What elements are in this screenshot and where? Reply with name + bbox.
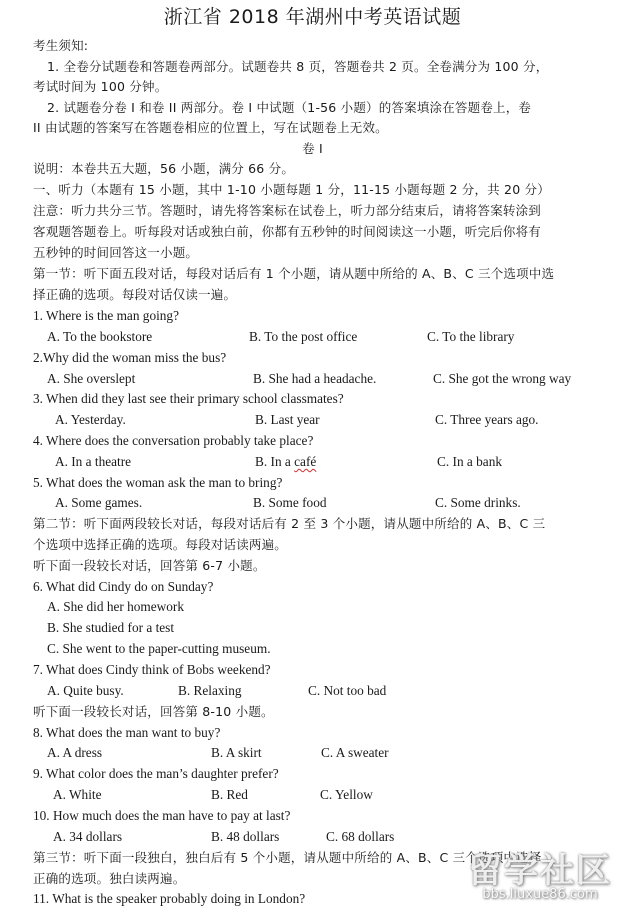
- part-2-dialog-1-intro: 听下面一段较长对话，回答第 6-7 小题。: [33, 558, 266, 573]
- question-4-option-c: C. In a bank: [437, 454, 502, 469]
- question-7-option-c: C. Not too bad: [308, 683, 387, 698]
- notice-item-2-line-2: II 由试题的答案写在答题卷相应的位置上，写在试题卷上无效。: [33, 120, 388, 135]
- watermark-url-text: bbs.liuxue86.com: [482, 887, 598, 902]
- question-7-option-b: B. Relaxing: [178, 683, 242, 698]
- notice-item-1-line-2: 考试时间为 100 分钟。: [33, 79, 168, 94]
- section-1-note-line-1: 注意：听力共分三节。答题时，请先将答案标在试卷上，听力部分结束后，请将答案转涂到: [33, 203, 542, 218]
- question-1-option-b: B. To the post office: [249, 329, 358, 344]
- question-2-stem: 2.Why did the woman miss the bus?: [33, 350, 227, 365]
- question-2-option-b: B. She had a headache.: [253, 371, 377, 386]
- question-5-stem: 5. What does the woman ask the man to bring?: [33, 475, 283, 490]
- question-8-option-a: A. A dress: [47, 745, 103, 760]
- part-2-dialog-2-intro: 听下面一段较长对话，回答第 8-10 小题。: [33, 704, 274, 719]
- question-1-option-c: C. To the library: [427, 329, 515, 344]
- section-1-heading: 一、听力（本题有 15 小题，其中 1-10 小题每题 1 分，11-15 小题每题 2 分，共 20 分）: [33, 182, 550, 197]
- question-3-option-c: C. Three years ago.: [435, 412, 539, 427]
- question-7-stem: 7. What does Cindy think of Bobs weekend?: [33, 662, 271, 677]
- question-1-stem: 1. Where is the man going?: [33, 308, 179, 323]
- section-1-note-line-3: 五秒钟的时间回答这一小题。: [33, 245, 199, 260]
- part-3-instruction-line-2: 正确的选项。独白读两遍。: [33, 871, 186, 886]
- document-title: 浙江省 2018 年湖州中考英语试题: [163, 6, 462, 28]
- question-11-stem: 11. What is the speaker probably doing in London?: [33, 891, 306, 906]
- question-8-option-c: C. A sweater: [321, 745, 389, 760]
- question-6-option-c: C. She went to the paper-cutting museum.: [47, 641, 271, 656]
- question-6-stem: 6. What did Cindy do on Sunday?: [33, 579, 214, 594]
- question-5-option-b: B. Some food: [253, 495, 327, 510]
- explanation: 说明：本卷共五大题，56 小题，满分 66 分。: [33, 161, 295, 176]
- question-9-stem: 9. What color does the man’s daughter prefer?: [33, 766, 279, 781]
- question-4-option-b: [255, 452, 316, 472]
- question-9-option-b: B. Red: [211, 787, 248, 802]
- question-8-option-b: B. A skirt: [211, 745, 262, 760]
- question-10-option-a: A. 34 dollars: [53, 829, 123, 844]
- question-10-option-c: C. 68 dollars: [326, 829, 395, 844]
- notice-heading: 考生须知:: [33, 38, 89, 53]
- part-1-instruction-line-1: 第一节：听下面五段对话，每段对话后有 1 个小题，请从题中所给的 A、B、C 三个选项中选: [33, 266, 555, 281]
- volume-label: 卷 I: [302, 141, 323, 156]
- notice-item-2-line-1: 2. 试题卷分卷 I 和卷 II 两部分。卷 I 中试题（1-56 小题）的答案填涂在答题卷上，卷: [47, 100, 532, 115]
- question-3-option-a: A. Yesterday.: [55, 412, 126, 427]
- question-9-option-a: A. White: [53, 787, 102, 802]
- part-2-instruction-line-1: 第二节：听下面两段较长对话，每段对话后有 2 至 3 个小题，请从题中所给的 A、B、C 三: [33, 516, 546, 531]
- spellcheck-underlined-word: café: [294, 454, 317, 469]
- question-2-option-c: C. She got the wrong way: [433, 371, 572, 386]
- part-2-instruction-line-2: 个选项中选择正确的选项。每段对话读两遍。: [33, 537, 288, 552]
- watermark-logo-text: 留学社区: [468, 851, 612, 891]
- question-7-option-a: A. Quite busy.: [47, 683, 124, 698]
- notice-item-1-line-1: 1. 全卷分试题卷和答题卷两部分。试题卷共 8 页，答题卷共 2 页。全卷满分为 100 分，: [47, 59, 549, 74]
- question-9-option-c: C. Yellow: [320, 787, 373, 802]
- question-4-option-a: A. In a theatre: [55, 454, 132, 469]
- question-2-option-a: A. She overslept: [47, 371, 136, 386]
- question-1-option-a: A. To the bookstore: [47, 329, 153, 344]
- question-3-option-b: B. Last year: [255, 412, 320, 427]
- question-10-stem: 10. How much does the man have to pay at last?: [33, 808, 291, 823]
- question-8-stem: 8. What does the man want to buy?: [33, 725, 221, 740]
- question-5-option-c: C. Some drinks.: [435, 495, 521, 510]
- question-10-option-b: B. 48 dollars: [211, 829, 280, 844]
- question-5-option-a: A. Some games.: [55, 495, 143, 510]
- part-1-instruction-line-2: 择正确的选项。每段对话仅读一遍。: [33, 287, 237, 302]
- question-4-stem: 4. Where does the conversation probably take place?: [33, 433, 314, 448]
- question-3-stem: 3. When did they last see their primary school classmates?: [33, 391, 344, 406]
- question-6-option-b: B. She studied for a test: [47, 620, 175, 635]
- question-4-option-b-prefix: B. In a: [255, 454, 295, 469]
- part-3-instruction-line-1: 第三节：听下面一段独白，独白后有 5 个小题，请从题中所给的 A、B、C 三个选项中选择: [33, 850, 542, 865]
- section-1-note-line-2: 客观题答题卷上。听每段对话或独白前，你都有五秒钟的时间阅读这一小题，听完后你将有: [33, 224, 542, 239]
- question-6-option-a: A. She did her homework: [47, 599, 185, 614]
